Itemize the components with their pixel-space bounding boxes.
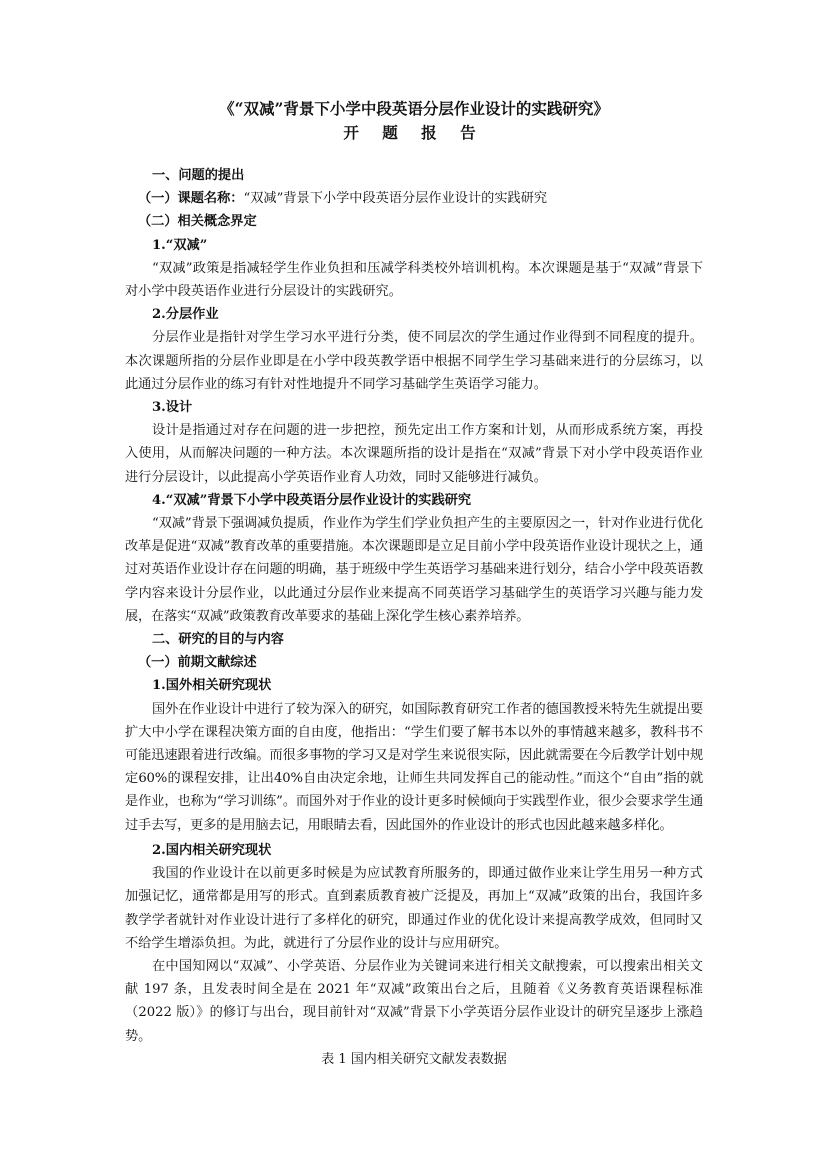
concept-3-heading: 3.设计 <box>152 400 193 416</box>
concept-4-heading: 4.“双减”背景下小学中段英语分层作业设计的实践研究 <box>152 492 472 508</box>
domestic-research-paragraph-1: 我国的作业设计在以前更多时候是为应试教育所服务的，即通过做作业来让学生用另一种方式加强记忆，通常都是用写的形式。直到素质教育被广泛提及，再加上“双减”政策的出台，我国许多教学学者就针对作业设计进行了多样化的研究，即通过作业的优化设计来提高教学成效，但同时又不给学生增添负担。为此，就进行了分层作业的设计与应用研究。 <box>125 866 703 951</box>
concept-1-heading: 1.“双减” <box>152 237 208 253</box>
document-body <box>125 97 703 1071</box>
concepts-heading: （二）相关概念界定 <box>138 214 257 230</box>
foreign-research-paragraph: 国外在作业设计中进行了较为深入的研究，如国际教育研究工作者的德国教授米特先生就提出要扩大中小学在课程决策方面的自由度，他指出：“学生们要了解书本以外的事情越来越多，教科书不可能迅速跟着进行改编。而很多事物的学习又是对学生来说很实际，因此就需要在今后教学计划中规定60%的课程安排，让出40%自由决定余地，让师生共同发挥自己的能动性。”而这个“自由”指的就是作业，也称为“学习训练”。而国外对于作业的设计更多时候倾向于实践型作业，很少会要求学生通过手去写，更多的是用脑去记，用眼睛去看，因此国外的作业设计的形式也因此越来越多样化。 <box>125 701 703 833</box>
section-heading-purpose: 二、研究的目的与内容 <box>152 632 284 648</box>
concept-4-paragraph: “双减”背景下强调减负提质，作业作为学生们学业负担产生的主要原因之一，针对作业进行优化改革是促进“双减”教育改革的重要措施。本次课题即是立足目前小学中段英语作业设计现状之上，通过对英语作业设计存在问题的明确，基于班级中学生英语学习基础来进行划分，结合小学中段英语教学内容来设计分层作业，以此通过分层作业来提高不同英语学习基础学生的英语学习兴趣与能力发展，在落实“双减”政策教育改革要求的基础上深化学生核心素养培养。 <box>125 516 703 624</box>
table-caption: 表 1 国内相关研究文献发表数据 <box>321 1051 507 1067</box>
domestic-research-heading: 2.国内相关研究现状 <box>152 842 272 858</box>
document-subtitle: 开 题 报 告 <box>343 123 485 142</box>
concept-2-heading: 2.分层作业 <box>152 307 219 323</box>
foreign-research-heading: 1.国外相关研究现状 <box>152 678 272 694</box>
concept-2-paragraph: 分层作业是指针对学生学习水平进行分类，使不同层次的学生通过作业得到不同程度的提升。本次课题所指的分层作业即是在小学中段英教学语中根据不同学生学习基础来进行的分层练习，以此通过分层作业的练习有针对性地提升不同学习基础学生英语学习能力。 <box>125 330 703 392</box>
concept-3-paragraph: 设计是指通过对存在问题的进一步把控，预先定出工作方案和计划，从而形成系统方案，再投入使用，从而解决问题的一种方法。本次课题所指的设计是指在“双减”背景下对小学中段英语作业进行分层设计，以此提高小学英语作业育人功效，同时又能够进行减负。 <box>125 423 703 485</box>
concept-1-paragraph: “双减”政策是指减轻学生作业负担和压减学科类校外培训机构。本次课题是基于“双减”背景下对小学中段英语作业进行分层设计的实践研究。 <box>125 260 703 300</box>
topic-name-label: （一）课题名称： <box>138 191 244 207</box>
domestic-research-paragraph-2: 在中国知网以“双减”、小学英语、分层作业为关键词来进行相关文献搜索，可以搜索出相关文献 197 条，且发表时间全是在 2021 年“双减”政策出台之后，且随着《义务教育英语课程标准（2022 版）》的修订与出台，现目前针对“双减”背景下小学英语分层作业设计的研究呈逐步上涨趋势。 <box>125 958 703 1044</box>
topic-name-line <box>125 187 703 210</box>
document-title: 《“双减”背景下小学中段英语分层作业设计的实践研究》 <box>219 99 609 118</box>
topic-name-value: “双减”背景下小学中段英语分层作业设计的实践研究 <box>243 191 548 207</box>
literature-review-heading: （一）前期文献综述 <box>138 655 257 671</box>
section-heading-problem: 一、问题的提出 <box>152 168 245 183</box>
